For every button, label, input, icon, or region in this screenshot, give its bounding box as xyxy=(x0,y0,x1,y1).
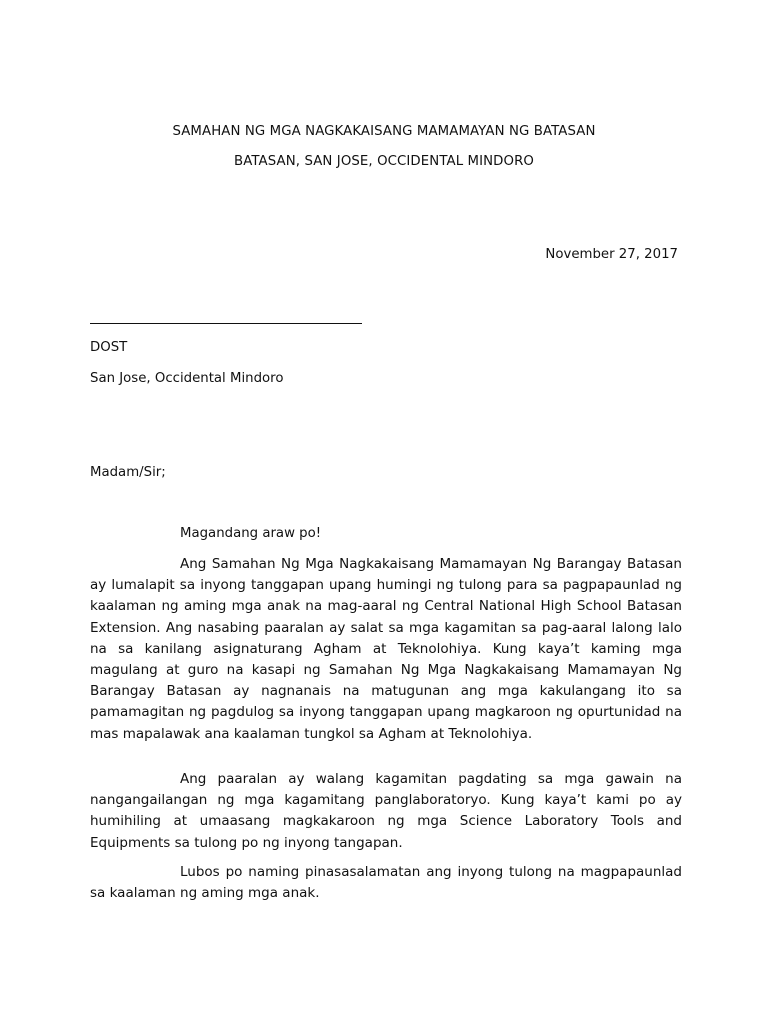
organization-name: SAMAHAN NG MGA NAGKAKAISANG MAMAMAYAN NG BATASAN xyxy=(172,124,596,139)
recipient-address: San Jose, Occidental Mindoro xyxy=(90,371,284,386)
greeting: Magandang araw po! xyxy=(180,526,322,541)
salutation: Madam/Sir; xyxy=(90,465,166,480)
paragraph-text: Lubos po naming pinasasalamatan ang inyong tulong na magpapaunlad sa kaalaman ng aming mga anak. xyxy=(90,864,682,902)
organization-address: BATASAN, SAN JOSE, OCCIDENTAL MINDORO xyxy=(233,154,534,169)
body-paragraph-2 xyxy=(90,769,682,854)
letter-date: November 27, 2017 xyxy=(545,247,678,262)
recipient-signature-line xyxy=(90,323,362,324)
body-paragraph-3 xyxy=(90,862,682,904)
body-paragraph-1 xyxy=(90,554,682,745)
paragraph-text: Ang Samahan Ng Mga Nagkakaisang Mamamayan Ng Barangay Batasan ay lumalapit sa inyong tanggapan upang humingi ng tulong para sa pagpapaunlad ng kaalaman ng aming mga anak na mag-aaral ng Central National High School Batasan Extension. Ang nasabing paaralan ay salat sa mga kagamitan sa pag-aaral lalong lalo na sa kanilang asignaturang Agham at Teknolohiya. Kung kaya’t kaming mga magulang at guro na kasapi ng Samahan Ng Mga Nagkakaisang Mamamayan Ng Barangay Batasan ay nagnanais na matugunan ang mga kakulangang ito sa pamamagitan ng pagdulog sa inyong tanggapan upang magkaroon ng opurtunidad na mas mapalawak ana kaalaman tungkol sa Agham at Teknolohiya. xyxy=(90,556,682,742)
paragraph-text: Ang paaralan ay walang kagamitan pagdating sa mga gawain na nangangailangan ng mga kagamitang panglaboratoryo. Kung kaya’t kami po ay humihiling at umaasang magkakaroon ng mga Science Laboratory Tools and Equipments sa tulong po ng inyong tangapan. xyxy=(90,771,682,851)
recipient-name: DOST xyxy=(90,340,128,355)
